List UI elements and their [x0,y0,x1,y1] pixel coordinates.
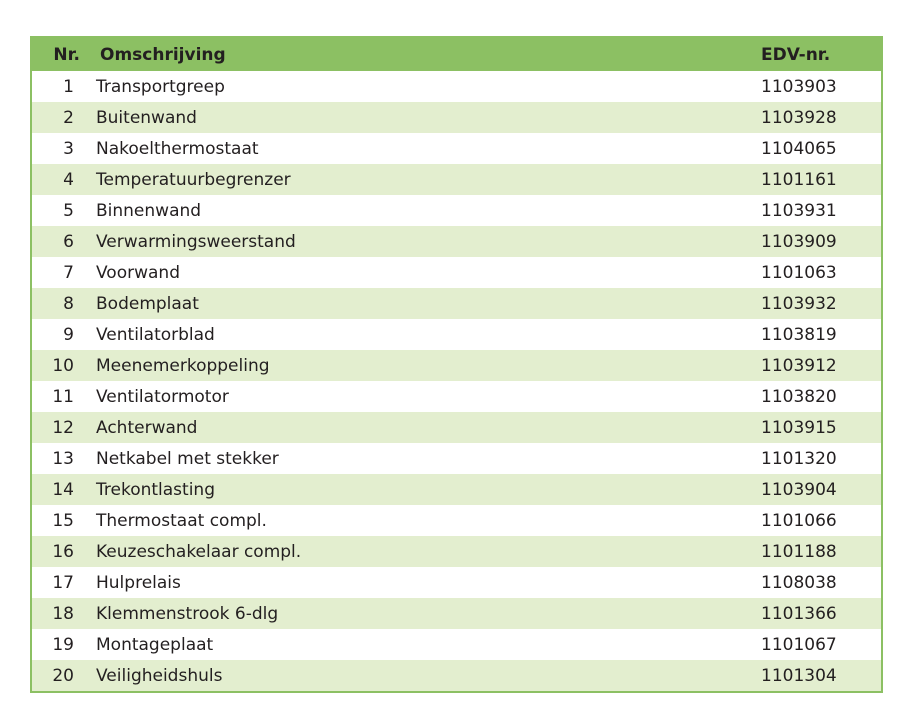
row-nr: 18 [52,603,74,624]
table-row [32,226,881,257]
table-row [32,443,881,474]
row-edv: 1103912 [761,355,837,376]
table-row [32,505,881,536]
row-edv: 1103820 [761,386,837,407]
row-description: Trekontlasting [96,479,215,500]
row-edv: 1104065 [761,138,837,159]
table-row [32,71,881,102]
row-nr: 19 [52,634,74,655]
row-description: Keuzeschakelaar compl. [96,541,302,562]
row-edv: 1101188 [761,541,837,562]
table-row [32,660,881,691]
row-description: Temperatuurbegrenzer [96,169,291,190]
row-nr: 2 [63,107,74,128]
row-description: Bodemplaat [96,293,199,314]
row-nr: 5 [63,200,74,221]
row-edv: 1103903 [761,76,837,97]
header-nr: Nr. [53,44,80,65]
table-body [32,71,881,691]
row-edv: 1101161 [761,169,837,190]
row-nr: 8 [63,293,74,314]
table-row [32,598,881,629]
table-header-row [32,38,881,71]
row-nr: 12 [52,417,74,438]
row-edv: 1103915 [761,417,837,438]
row-edv: 1103928 [761,107,837,128]
row-nr: 3 [63,138,74,159]
table-row [32,288,881,319]
row-nr: 1 [63,76,74,97]
row-edv: 1103819 [761,324,837,345]
table-row [32,474,881,505]
row-description: Transportgreep [96,76,225,97]
row-description: Klemmenstrook 6-dlg [96,603,279,624]
row-edv: 1108038 [761,572,837,593]
row-nr: 20 [52,665,74,686]
row-edv: 1101066 [761,510,837,531]
row-description: Achterwand [96,417,198,438]
row-nr: 16 [52,541,74,562]
row-edv: 1103909 [761,231,837,252]
row-nr: 15 [52,510,74,531]
row-nr: 10 [52,355,74,376]
table-row [32,350,881,381]
table-row [32,629,881,660]
row-description: Thermostaat compl. [96,510,267,531]
row-nr: 9 [63,324,74,345]
row-edv: 1101063 [761,262,837,283]
table-row [32,164,881,195]
row-description: Buitenwand [96,107,197,128]
parts-table [30,36,883,693]
row-edv: 1101366 [761,603,837,624]
row-description: Voorwand [96,262,180,283]
row-description: Hulprelais [96,572,181,593]
table-row [32,536,881,567]
row-edv: 1101067 [761,634,837,655]
row-nr: 11 [52,386,74,407]
row-edv: 1103904 [761,479,837,500]
row-description: Binnenwand [96,200,202,221]
row-edv: 1103932 [761,293,837,314]
row-description: Nakoelthermostaat [96,138,259,159]
row-description: Veiligheidshuls [96,665,223,686]
row-nr: 14 [52,479,74,500]
header-description: Omschrijving [100,44,226,65]
row-edv: 1101320 [761,448,837,469]
row-nr: 17 [52,572,74,593]
table-row [32,195,881,226]
table-row [32,412,881,443]
row-description: Verwarmingsweerstand [96,231,296,252]
row-nr: 13 [52,448,74,469]
row-description: Ventilatorblad [96,324,215,345]
table-row [32,133,881,164]
table-row [32,257,881,288]
table-row [32,102,881,133]
row-nr: 7 [63,262,74,283]
row-edv: 1101304 [761,665,837,686]
row-description: Montageplaat [96,634,214,655]
row-edv: 1103931 [761,200,837,221]
row-description: Meenemerkoppeling [96,355,270,376]
table-row [32,381,881,412]
row-description: Netkabel met stekker [96,448,279,469]
table-row [32,319,881,350]
row-description: Ventilatormotor [96,386,229,407]
row-nr: 4 [63,169,74,190]
row-nr: 6 [63,231,74,252]
table-row [32,567,881,598]
header-edv: EDV-nr. [761,44,831,65]
